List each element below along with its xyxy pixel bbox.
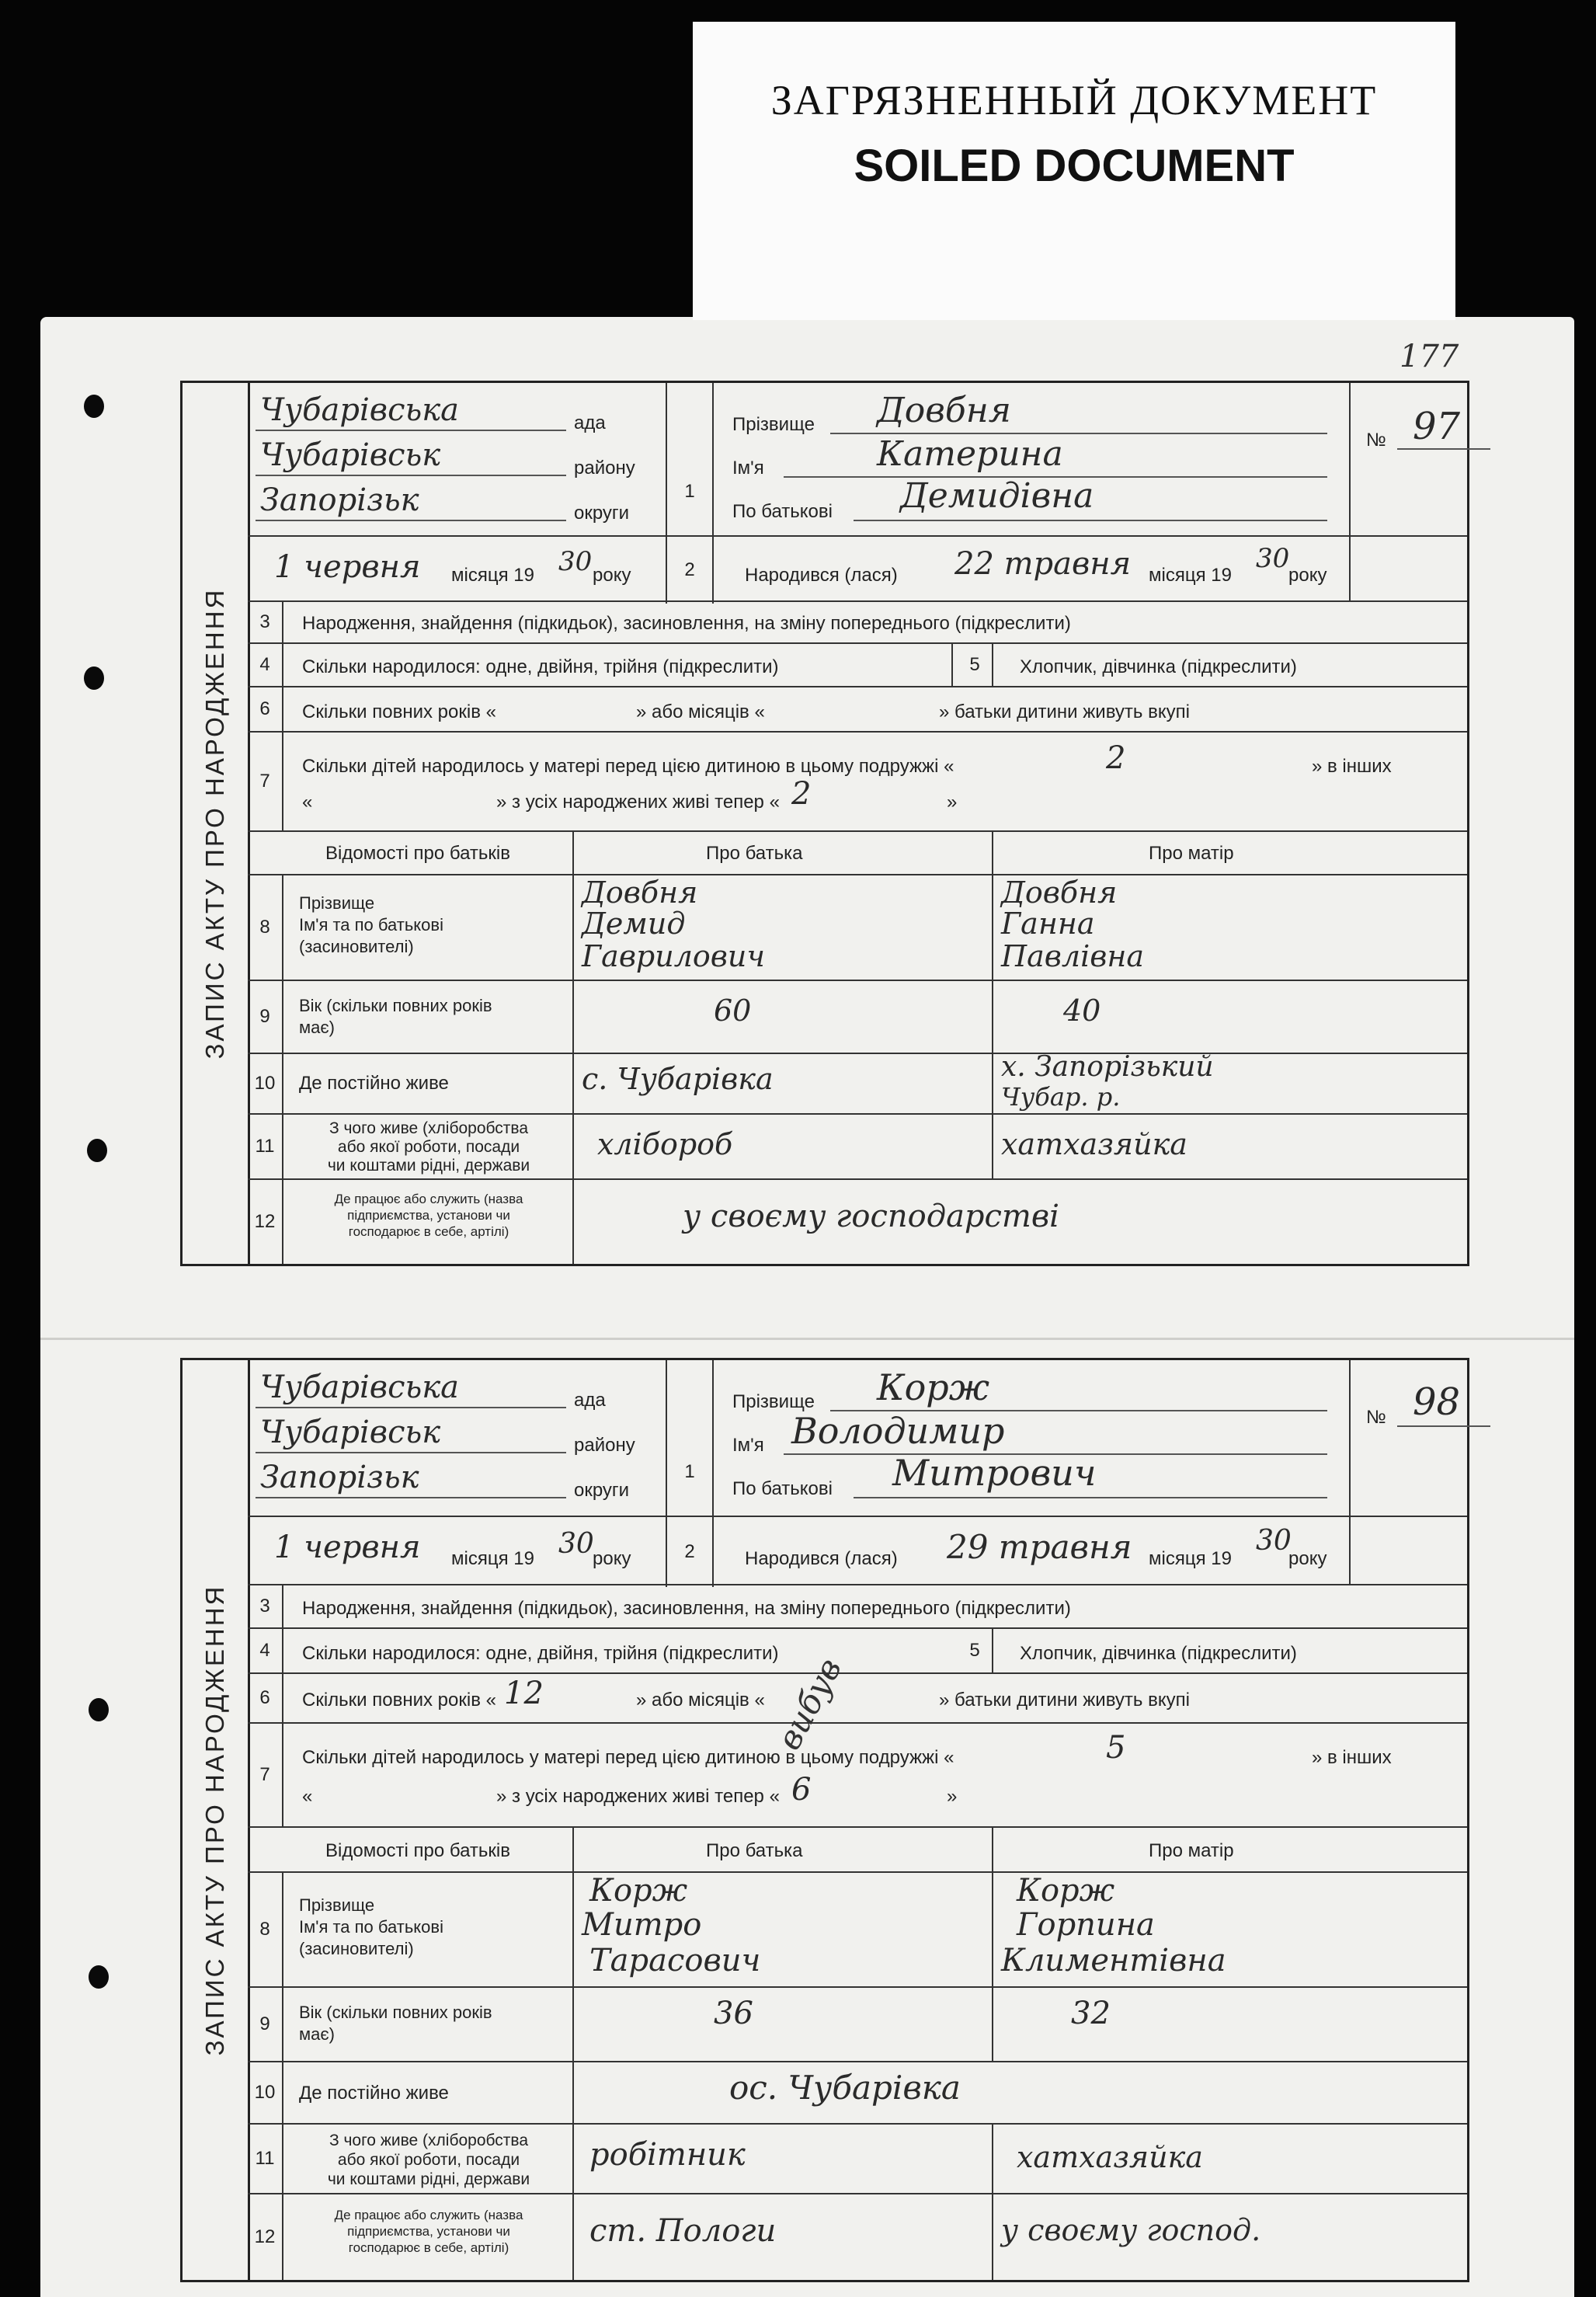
- label-ru: ЗАГРЯЗНЕННЫЙ ДОКУМЕНТ: [770, 77, 1378, 124]
- rada-value: Чубарівська: [260, 392, 459, 428]
- rada-label: ада: [574, 412, 606, 433]
- reg-date-value: 1 червня: [274, 549, 421, 585]
- birth-record-98: ЗАПИС АКТУ ПРО НАРОДЖЕННЯ Чубарівська ада Чубарівськ району Запорізьк округи 1 Прізвище Корж Ім'я Володимир По батькові Митрович № 98 1 червня місяця 19 30 року 2 Народився (лася) 29 травня місяця 19 30 року 3 Народження, знайдення (підкидьок), засиновлення, на зміну попереднього (підкреслити) 4 Скільки народилося: одне, двійня, трійня (підкреслити) 5 Хлопчик, дівчинка (підкреслити) 6 Скільки повних років « 12 » або місяців « » батьки дитини живуть вкупі 7 Скільки дітей народилось у матері перед цією дитиною в цьому подружжі « 5 » в інших « » з усіх народжених живі тепер « 6 » вибув Відомості про батьків Про батька Про матір 8 Прізвище Ім'я та по батькові (засиновителі) Корж Митро Тарасович Корж Горпина Климентівна 9 Вік (скільки повних років має) 36 32 10 Де постійно живе ос. Чубарівка 11 З чого живе (хліборобства або якої роботи, посади чи коштами рідні, держави робітник хатхазяйка 12 Де працює або служить (назва підприємства, установи чи господарює в себе, артілі) ст. Пологи у своєму господ.: [180, 1358, 1469, 2282]
- label-en: SOILED DOCUMENT: [854, 141, 1295, 191]
- punch-hole: [89, 1698, 109, 1721]
- number-value: 97: [1413, 405, 1461, 448]
- q5-text: Хлопчик, дівчинка (підкреслити): [1020, 656, 1297, 677]
- work-value: у своєму господарстві: [683, 1199, 1059, 1234]
- header-block: Чубарівська ада Чубарівськ району Запорізьк округи 1 Прізвище Довбня Ім'я Катерина По батькові Демидівна № 97 1 червня місяця 19 30 року 2 Народився (лася) 22 травня місяця 19 30 року: [248, 383, 1467, 602]
- birth-record-97: ЗАПИС АКТУ ПРО НАРОДЖЕННЯ Чубарівська ада Чубарівськ району Запорізьк округи 1 Прізвище Довбня Ім'я Катерина По батькові Демидівна № 97 1 червня місяця 19 30 року 2 Народився (лася) 22 травня місяця 19 30 року 3 Народження, знайдення (підкидьок), засиновлення, на зміну попереднього (підкреслити) 4 Скільки народилося: одне, двійня, трійня (підкреслити) 5 Хлопчик, дівчинка (підкреслити) 6 Скільки повних років « » або місяців « » батьки дитини живуть вкупі 7 Скільки дітей народилось у матері перед цією дитиною в цьому подружжі « 2 » в інших « » з усіх народжених живі тепер « 2 » Відомості про батьків Про батька Про матір 8 Прізвище Ім'я та по батькові (засиновителі) Довбня Демид Гаврилович Довбня Ганна Павлівна 9 Вік (скільки повних років має) 60 40 10 Де постійно живе с. Чубарівка х. Запорізький Чубар. р. 11 З чого живе (хліборобства або якої роботи, посади чи коштами рідні, держави хлібороб хатхазяйка 12 Де працює або служить (назва підприємства, установи чи господарює в себе, артілі) у своєму господарстві: [180, 381, 1469, 1266]
- page-number: 177: [1400, 339, 1459, 374]
- name-label: Ім'я: [732, 458, 764, 479]
- okruga-value: Запорізьк: [260, 482, 419, 518]
- name-value: Катерина: [877, 434, 1063, 474]
- rayon-label: району: [574, 458, 635, 479]
- number-label: №: [1366, 430, 1386, 451]
- birth-date-value: 22 травня: [954, 546, 1132, 582]
- reg-year-value: 30: [558, 546, 593, 577]
- handwritten-stamp: вибув: [769, 1651, 850, 1756]
- rayon-value: Чубарівськ: [260, 437, 441, 473]
- punch-hole: [84, 395, 104, 418]
- punch-hole: [87, 1139, 107, 1162]
- surname-label: Прізвище: [732, 414, 815, 435]
- page-fold: [40, 1338, 1574, 1340]
- patronymic-value: Демидівна: [900, 476, 1094, 516]
- punch-hole: [89, 1965, 109, 1989]
- side-title: ЗАПИС АКТУ ПРО НАРОДЖЕННЯ: [183, 383, 250, 1264]
- q3-text: Народження, знайдення (підкидьок), засиновлення, на зміну попереднього (підкреслити): [302, 613, 1071, 634]
- soiled-document-label: [693, 22, 1455, 320]
- okruga-label: округи: [574, 503, 630, 524]
- header-block: Чубарівська ада Чубарівськ району Запорізьк округи 1 Прізвище Корж Ім'я Володимир По батькові Митрович № 98 1 червня місяця 19 30 року 2 Народився (лася) 29 травня місяця 19 30 року: [248, 1360, 1467, 1585]
- punch-hole: [84, 666, 104, 690]
- birth-year-value: 30: [1256, 543, 1290, 574]
- born-label: Народився (лася): [745, 565, 898, 586]
- q4-text: Скільки народилося: одне, двійня, трійня (підкреслити): [302, 656, 779, 677]
- side-title: ЗАПИС АКТУ ПРО НАРОДЖЕННЯ: [183, 1360, 250, 2280]
- month-label: місяця 19: [451, 565, 534, 586]
- lives-value: ос. Чубарівка: [729, 2069, 961, 2107]
- patronymic-label: По батькові: [732, 501, 833, 522]
- year-label: року: [593, 565, 631, 586]
- surname-value: Довбня: [877, 391, 1011, 430]
